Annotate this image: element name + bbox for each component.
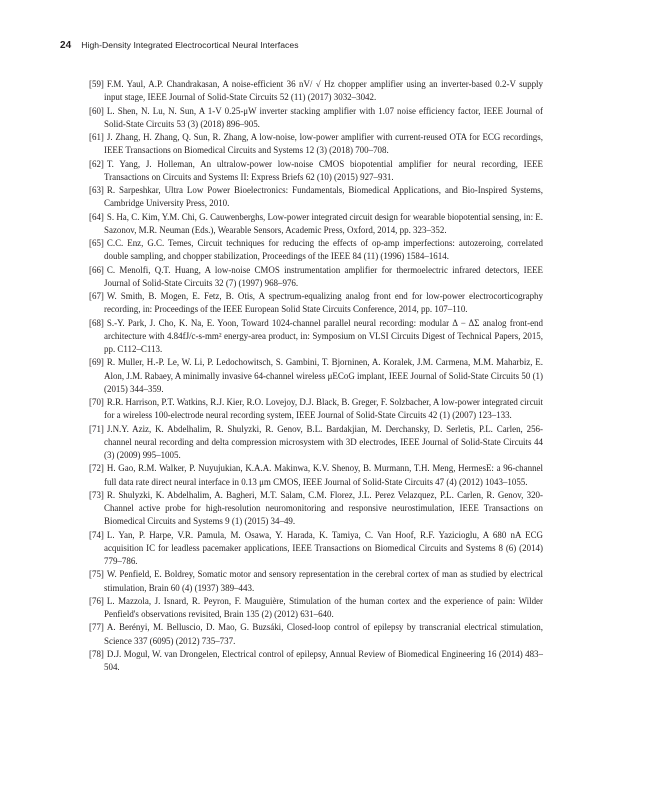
reference-number: [74] [89,529,104,540]
reference-text: C. Menolfi, Q.T. Huang, A low-noise CMOS instrumentation amplifier for thermoelectric infrared detectors, IEEE Journal of Solid-State Circuits 32 (7) (1997) 968–976. [104,264,543,288]
running-head [60,40,299,51]
reference-number: [78] [89,648,104,659]
reference-number: [70] [89,397,104,407]
reference-number: [61] [89,132,104,142]
reference-number: [77] [89,622,104,633]
reference-number: [65] [89,238,104,248]
reference-item [89,211,543,238]
reference-text: T. Yang, J. Holleman, An ultralow-power low-noise CMOS biopotential amplifier for neural recording, IEEE Transactions on Circuits and Systems II: Express Briefs 62 (10) (2015) 927–931. [104,158,543,182]
reference-number: [67] [89,291,104,301]
reference-text: L. Mazzola, J. Isnard, R. Peyron, F. Mauguière, Stimulation of the human cortex and the experience of pain: Wilder Penfield's observations revisited, Brain 135 (2) (2012) 631–640. [104,595,543,619]
reference-number: [66] [89,264,104,275]
reference-text: D.J. Mogul, W. van Drongelen, Electrical control of epilepsy, Annual Review of Biomedical Engineering 16 (2014) 483–504. [104,648,543,672]
reference-number: [76] [89,595,104,606]
reference-item [89,529,543,569]
reference-item [89,105,543,132]
reference-item [89,78,543,105]
reference-number: [60] [89,105,104,116]
reference-text: R. Shulyzki, K. Abdelhalim, A. Bagheri, M.T. Salam, C.M. Florez, J.L. Perez Velazquez, P.L. Carlen, R. Genov, 320-Channel active probe for high-resolution neuromonitoring and responsive neurostimulation, IEEE Transactions on Biomedical Circuits and Systems 9 (1) (2015) 34–49. [104,489,543,527]
reference-item [89,648,543,675]
reference-item [89,396,543,423]
page-number: 24 [60,40,72,51]
reference-number: [62] [89,158,104,169]
reference-text: W. Penfield, E. Boldrey, Somatic motor and sensory representation in the cerebral cortex of man as studied by electrical stimulation, Brain 60 (4) (1937) 389–443. [104,569,543,593]
reference-text: H. Gao, R.M. Walker, P. Nuyujukian, K.A.A. Makinwa, K.V. Shenoy, B. Murmann, T.H. Meng, HermesE: a 96-channel full data rate direct neural interface in 0.13 μm CMOS, IEEE Journal of Solid-State Circuits 47 (4) (2012) 1043–1055. [104,463,543,487]
reference-text: S. Ha, C. Kim, Y.M. Chi, G. Cauwenberghs, Low-power integrated circuit design for wearable biopotential sensing, in: E. Sazonov, M.R. Neuman (Eds.), Wearable Sensors, Academic Press, Oxford, 2014, pp. 323–352. [104,211,543,235]
running-title: High-Density Integrated Electrocortical Neural Interfaces [81,40,299,50]
reference-number: [71] [89,423,104,434]
reference-number: [75] [89,569,104,580]
reference-item [89,184,543,211]
reference-item [89,462,543,489]
reference-number: [64] [89,211,104,222]
reference-text: L. Shen, N. Lu, N. Sun, A 1-V 0.25-μW inverter stacking amplifier with 1.07 noise efficiency factor, IEEE Journal of Solid-State Circuits 53 (3) (2018) 896–905. [104,105,543,129]
reference-item [89,568,543,595]
reference-text: C.C. Enz, G.C. Temes, Circuit techniques for reducing the effects of op-amp imperfections: autozeroing, correlated double sampling, and chopper stabilization, Proceedings of the IEEE 84 (11) (1996) 1584–1614. [104,238,543,262]
reference-text: R. Muller, H.-P. Le, W. Li, P. Ledochowitsch, S. Gambini, T. Bjorninen, A. Koralek, J.M. Carmena, M.M. Maharbiz, E. Alon, J.M. Rabaey, A minimally invasive 64-channel wireless μECoG implant, IEEE Journal of Solid-State Circuits 50 (1) (2015) 344–359. [104,357,543,394]
reference-text: R.R. Harrison, P.T. Watkins, R.J. Kier, R.O. Lovejoy, D.J. Black, B. Greger, F. Solzbacher, A low-power integrated circuit for a wireless 100-electrode neural recording system, IEEE Journal of Solid-State Circuits 42 (1) (2007) 123–133. [104,397,543,421]
reference-number: [72] [89,463,104,474]
reference-item [89,356,543,396]
reference-list [89,78,543,674]
reference-number: [63] [89,185,104,195]
reference-item [89,237,543,264]
reference-text: W. Smith, B. Mogen, E. Fetz, B. Otis, A spectrum-equalizing analog front end for low-power electrocorticography recording, in: Proceedings of the IEEE European Solid State Circuits Conference, 2014, pp. 107–110. [104,291,543,315]
reference-item [89,621,543,648]
reference-number: [59] [89,79,104,89]
reference-item [89,317,543,357]
reference-item [89,423,543,463]
reference-text: R. Sarpeshkar, Ultra Low Power Bioelectronics: Fundamentals, Biomedical Applications, and Bio-Inspired Systems, Cambridge University Press, 2010. [104,185,543,209]
reference-item [89,131,543,158]
reference-item [89,595,543,622]
reference-text: J. Zhang, H. Zhang, Q. Sun, R. Zhang, A low-noise, low-power amplifier with current-reused OTA for ECG recordings, IEEE Transactions on Biomedical Circuits and Systems 12 (3) (2018) 700–708. [104,132,543,156]
reference-item [89,158,543,185]
reference-number: [68] [89,317,104,328]
reference-text: L. Yan, P. Harpe, V.R. Pamula, M. Osawa, Y. Harada, K. Tamiya, C. Van Hoof, R.F. Yazicioglu, A 680 nA ECG acquisition IC for leadless pacemaker applications, IEEE Transactions on Biomedical Circuits and Systems 8 (6) (2014) 779–786. [104,529,543,566]
reference-item [89,489,543,529]
reference-number: [73] [89,489,104,500]
reference-item [89,290,543,317]
reference-number: [69] [89,357,104,368]
reference-text: A. Berényi, M. Belluscio, D. Mao, G. Buzsáki, Closed-loop control of epilepsy by transcranial electrical stimulation, Science 337 (6095) (2012) 735–737. [104,622,543,646]
reference-text: S.-Y. Park, J. Cho, K. Na, E. Yoon, Toward 1024-channel parallel neural recording: modular Δ − ΔΣ analog front-end architecture with 4.84fJ/c-s-mm² energy-area product, in: Symposium on VLSI Circuits Digest of Technical Papers, 2015, pp. C112–C113. [104,317,543,354]
reference-item [89,264,543,291]
reference-text: F.M. Yaul, A.P. Chandrakasan, A noise-efficient 36 nV/ √ Hz chopper amplifier using an inverter-based 0.2-V supply input stage, IEEE Journal of Solid-State Circuits 52 (11) (2017) 3032–3042. [104,79,543,103]
reference-text: J.N.Y. Aziz, K. Abdelhalim, R. Shulyzki, R. Genov, B.L. Bardakjian, M. Derchansky, D. Serletis, P.L. Carlen, 256-channel neural recording and delta compression microsystem with 3D electrodes, IEEE Journal of Solid-State Circuits 44 (3) (2009) 995–1005. [104,423,543,460]
